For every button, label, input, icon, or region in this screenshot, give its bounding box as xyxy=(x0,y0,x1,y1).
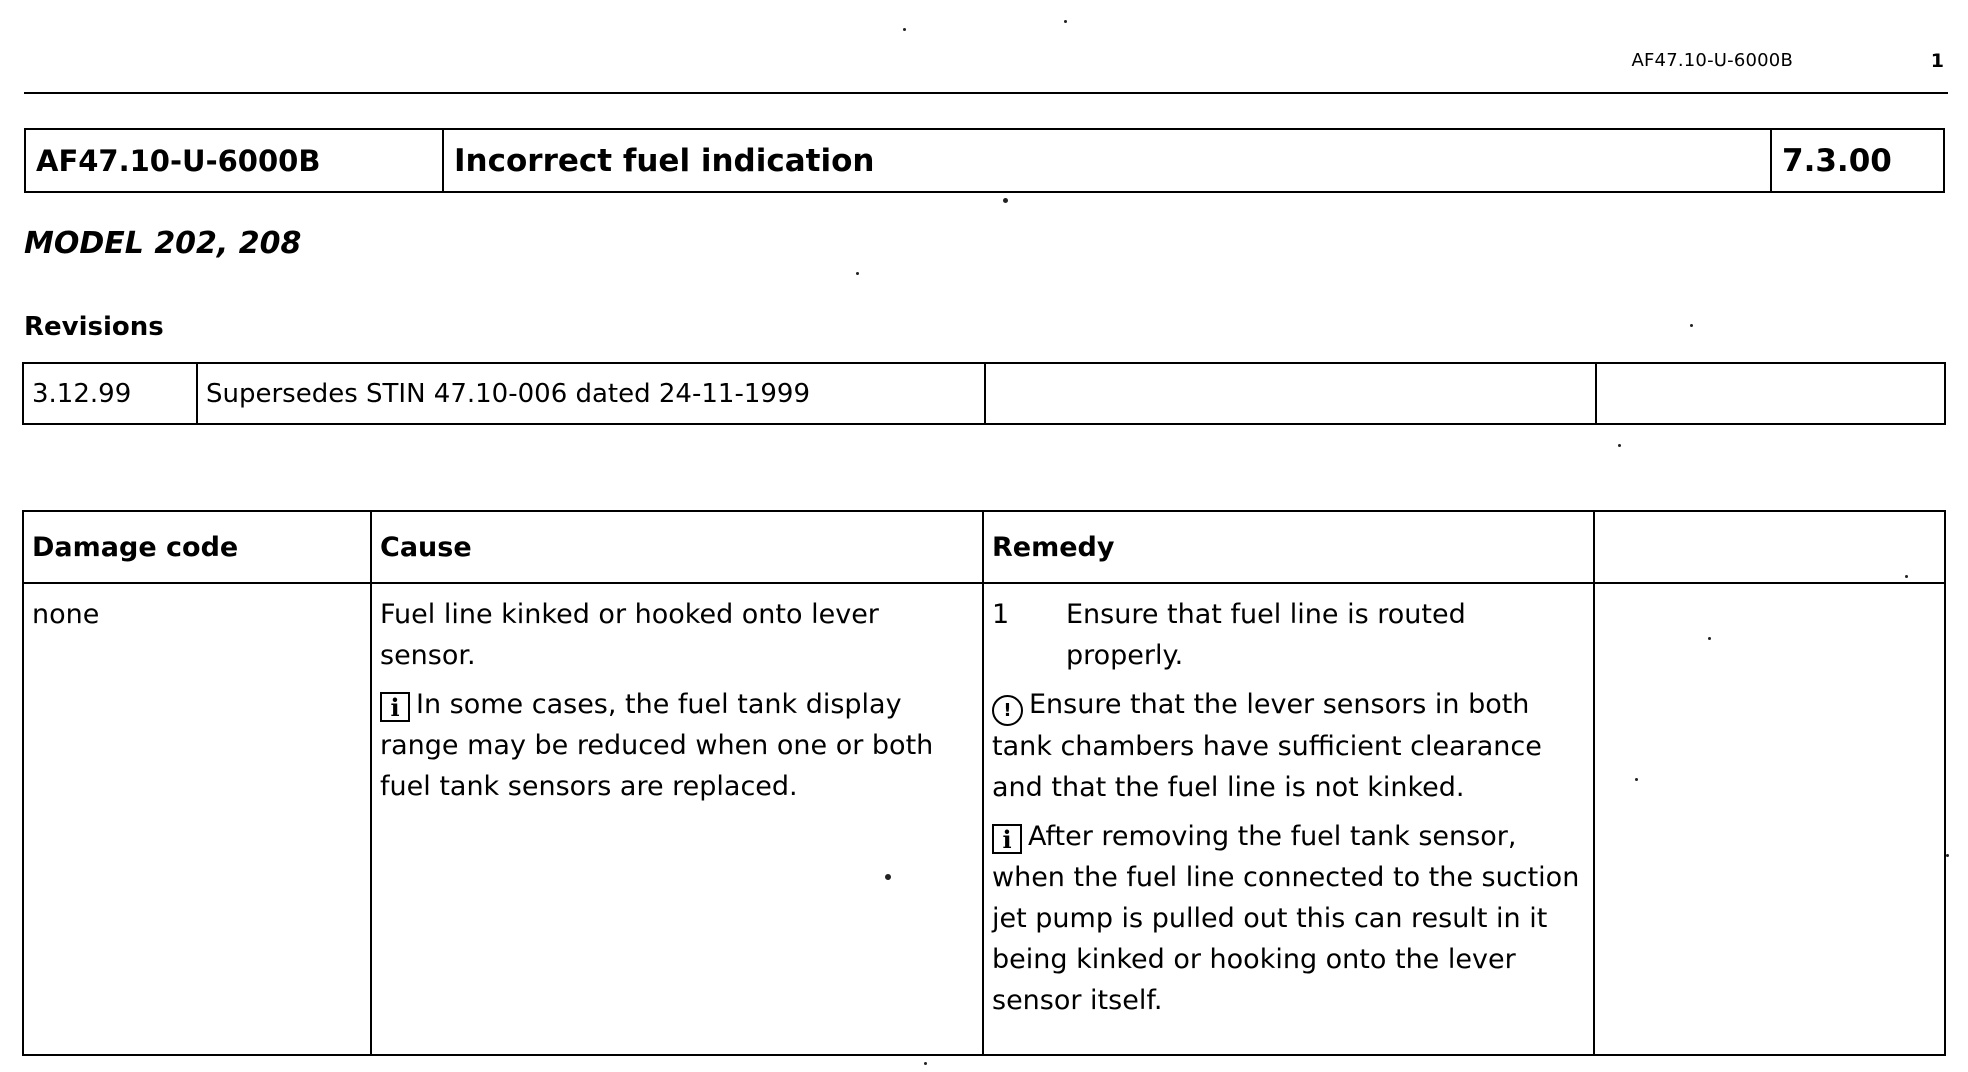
remedy-step-number: 1 xyxy=(992,599,1010,630)
remedy-note-text: After removing the fuel tank sensor, when the fuel line connected to the suction jet pump is pulled out this can result in it being kinked or hooking onto the lever sensor itself. xyxy=(992,821,1580,1016)
header-remedy: Remedy xyxy=(984,512,1595,582)
document-title: Incorrect fuel indication xyxy=(444,130,1772,191)
header-cause: Cause xyxy=(372,512,984,582)
header-document-code: AF47.10-U-6000B xyxy=(1631,50,1793,71)
remedy-step xyxy=(992,594,1585,676)
page-number: 1 xyxy=(1930,50,1944,72)
revisions-table xyxy=(22,362,1946,425)
scan-speck xyxy=(1946,854,1949,857)
scan-speck xyxy=(1690,324,1693,327)
model-heading: MODEL 202, 208 xyxy=(24,226,302,261)
damage-code-cell xyxy=(24,584,372,1054)
cause-note-text: In some cases, the fuel tank display range may be reduced when one or both fuel tank sensors are replaced. xyxy=(380,689,934,802)
extra-cell xyxy=(1595,584,1944,1054)
scan-speck xyxy=(856,272,859,275)
remedy-warning xyxy=(992,684,1585,808)
revision-text: Supersedes STIN 47.10-006 dated 24-11-1999 xyxy=(198,364,986,423)
info-icon: i xyxy=(992,824,1022,854)
revision-empty-cell xyxy=(1597,364,1944,423)
table-header-row xyxy=(24,512,1944,584)
revision-empty-cell xyxy=(986,364,1597,423)
info-icon: i xyxy=(380,692,410,722)
revisions-label: Revisions xyxy=(24,312,164,342)
title-document-code: AF47.10-U-6000B xyxy=(26,130,444,191)
table-row xyxy=(24,584,1944,1054)
remedy-step-text: Ensure that fuel line is routed properly. xyxy=(1066,599,1466,671)
scan-speck xyxy=(1905,575,1908,578)
remedy-note xyxy=(992,816,1585,1021)
damage-code-value: none xyxy=(32,599,100,630)
revision-date: 3.12.99 xyxy=(24,364,198,423)
header-damage-code: Damage code xyxy=(24,512,372,582)
scan-speck xyxy=(885,874,891,880)
scan-speck xyxy=(1708,637,1711,640)
remedy-warning-text: Ensure that the lever sensors in both tank chambers have sufficient clearance and that the fuel line is not kinked. xyxy=(992,689,1542,803)
damage-table xyxy=(22,510,1946,1056)
cause-text: Fuel line kinked or hooked onto lever sensor. xyxy=(380,599,879,671)
scan-speck xyxy=(1003,198,1008,203)
cause-cell xyxy=(372,584,984,1054)
header-extra xyxy=(1595,512,1944,582)
scan-speck xyxy=(1618,444,1621,447)
remedy-cell xyxy=(984,584,1595,1054)
scan-speck xyxy=(924,1062,927,1065)
scan-speck xyxy=(1635,778,1638,781)
running-header xyxy=(24,48,1948,94)
scan-speck xyxy=(903,28,906,31)
warning-icon: ! xyxy=(992,695,1023,726)
scan-speck xyxy=(1064,20,1067,23)
title-block xyxy=(24,128,1945,193)
document-version: 7.3.00 xyxy=(1782,142,1892,179)
cause-note xyxy=(380,684,974,807)
